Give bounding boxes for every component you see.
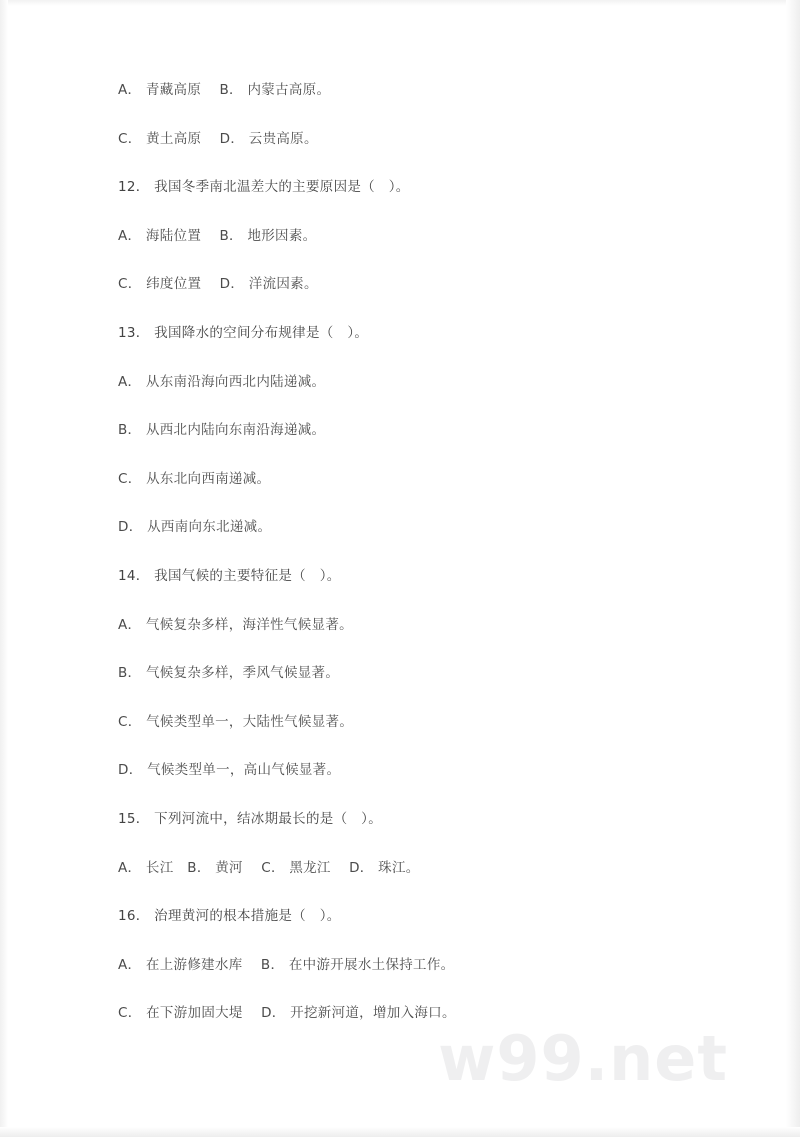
page-edge-top <box>0 0 800 6</box>
page-edge-right <box>786 0 800 1137</box>
answer-option: C． 在下游加固大堤 D． 开挖新河道，增加入海口。 <box>118 1005 456 1022</box>
answer-option: B． 气候复杂多样，季风气候显著。 <box>118 665 340 682</box>
answer-option: C． 黄土高原 D． 云贵高原。 <box>118 130 318 147</box>
answer-option: A． 从东南沿海向西北内陆递减。 <box>118 373 326 390</box>
question-text: 15． 下列河流中，结冰期最长的是（ ）。 <box>118 810 382 827</box>
document-body <box>118 80 718 1052</box>
answer-option: C． 从东北向西南递减。 <box>118 470 271 487</box>
answer-option: A． 海陆位置 B． 地形因素。 <box>118 227 317 244</box>
answer-option: B． 从西北内陆向东南沿海递减。 <box>118 422 326 439</box>
question-text: 13． 我国降水的空间分布规律是（ ）。 <box>118 324 369 341</box>
watermark-text: w99.net <box>438 1022 728 1095</box>
answer-option: D． 气候类型单一，高山气候显著。 <box>118 762 341 779</box>
answer-option: C． 气候类型单一，大陆性气候显著。 <box>118 713 354 730</box>
answer-option: A． 气候复杂多样，海洋性气候显著。 <box>118 616 353 633</box>
answer-option: A． 长江 B． 黄河 C． 黑龙江 D． 珠江。 <box>118 859 420 876</box>
answer-option: C． 纬度位置 D． 洋流因素。 <box>118 276 318 293</box>
page-edge-left <box>0 0 8 1137</box>
answer-option: A． 在上游修建水库 B． 在中游开展水土保持工作。 <box>118 956 455 973</box>
page-edge-bottom <box>0 1127 800 1137</box>
answer-option: D． 从西南向东北递减。 <box>118 519 272 536</box>
question-text: 12． 我国冬季南北温差大的主要原因是（ ）。 <box>118 179 410 196</box>
answer-option: A． 青藏高原 B． 内蒙古高原。 <box>118 82 331 98</box>
question-text: 14． 我国气候的主要特征是（ ）。 <box>118 567 341 584</box>
question-text: 16． 治理黄河的根本措施是（ ）。 <box>118 908 341 925</box>
